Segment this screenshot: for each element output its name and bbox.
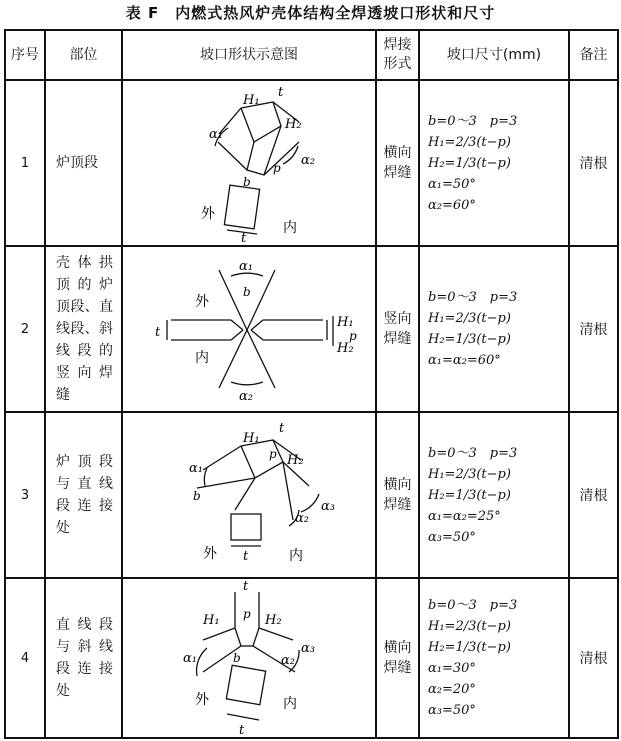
label-outer: 外 — [201, 206, 215, 222]
label-b: b — [243, 175, 251, 189]
header-weld — [376, 30, 419, 80]
table-title: 表 F 内燃式热风炉壳体结构全焊透坡口形状和尺寸 — [125, 4, 496, 22]
groove-table — [4, 29, 619, 739]
dim-line: b=0～3 p=3 — [428, 598, 518, 613]
dim-line: α₃=50° — [428, 529, 476, 545]
weld-line1: 竖向 — [383, 311, 412, 327]
dim-line: α₂=20° — [428, 682, 476, 697]
part-line: 炉顶段 — [56, 155, 98, 171]
groove-diagram-3 — [123, 414, 373, 576]
row-weld-type — [376, 80, 419, 246]
row-dimensions — [419, 578, 569, 738]
part-line: 段连接 — [56, 661, 113, 677]
part-line: 竖向焊 — [56, 365, 113, 381]
part-line: 段连接 — [56, 498, 113, 514]
dim-line: α₁=50° — [428, 176, 476, 192]
row-note: 清根 — [569, 80, 618, 246]
dim-line: b=0～3 p=3 — [428, 113, 518, 129]
label-inner: 内 — [283, 696, 297, 712]
groove-diagram-4 — [123, 580, 373, 736]
label-a2: α₂ — [239, 389, 253, 404]
label-h2: H₂ — [265, 613, 282, 628]
label-p: p — [273, 161, 281, 175]
row-dimensions — [419, 246, 569, 412]
label-a2: α₂ — [281, 653, 295, 668]
dim-line: H₂=1/3(t−p) — [428, 487, 511, 503]
label-p: p — [243, 607, 251, 621]
label-t-bottom: t — [243, 549, 249, 564]
label-t-top: t — [243, 580, 249, 594]
part-line: 与斜线 — [56, 639, 113, 655]
dim-line: H₂=1/3(t−p) — [428, 155, 511, 171]
header-row — [5, 30, 618, 80]
label-h2: H₂ — [285, 117, 302, 132]
label-p: p — [349, 329, 357, 343]
label-a1: α₁ — [209, 127, 223, 142]
dim-line: b=0～3 p=3 — [428, 290, 518, 305]
row-part — [45, 80, 122, 246]
label-t: t — [155, 325, 161, 340]
groove-diagram-2 — [123, 248, 373, 410]
dim-line: H₂=1/3(t−p) — [428, 640, 511, 655]
groove-figure — [122, 578, 376, 738]
header-part: 部位 — [45, 30, 122, 80]
label-outer: 外 — [203, 546, 217, 562]
row-number: 3 — [5, 412, 45, 578]
row-weld-type — [376, 412, 419, 578]
label-h1: H₁ — [243, 431, 260, 446]
header-size: 坡口尺寸(mm) — [419, 30, 569, 80]
part-line: 壳体拱 — [56, 255, 113, 271]
dim-line: α₁=30° — [428, 661, 476, 676]
row-part — [45, 412, 122, 578]
part-line: 直线段 — [56, 617, 113, 633]
label-b: b — [243, 285, 251, 299]
label-inner: 内 — [195, 350, 209, 366]
header-note: 备注 — [569, 30, 618, 80]
weld-line2: 焊缝 — [383, 497, 412, 513]
label-t-bottom: t — [241, 231, 247, 244]
groove-figure — [122, 246, 376, 412]
label-h1: H₁ — [203, 613, 220, 628]
part-line: 处 — [56, 683, 70, 699]
part-line: 缝 — [56, 387, 70, 403]
dim-line: H₁=2/3(t−p) — [428, 134, 511, 150]
weld-line1: 横向 — [383, 477, 412, 493]
label-a1: α₁ — [189, 461, 203, 476]
label-a3: α₃ — [321, 499, 335, 514]
row-number: 1 — [5, 80, 45, 246]
dim-line: H₁=2/3(t−p) — [428, 619, 511, 634]
dim-line: α₂=60° — [428, 197, 476, 213]
label-t-bottom: t — [239, 723, 245, 736]
table-row — [5, 412, 618, 578]
part-line: 炉顶段 — [56, 454, 113, 470]
dim-line: b=0～3 p=3 — [428, 445, 518, 461]
dim-line: α₃=50° — [428, 703, 476, 718]
table-row — [5, 246, 618, 412]
weld-line2: 焊缝 — [383, 660, 412, 676]
table-row — [5, 80, 618, 246]
dim-line: H₂=1/3(t−p) — [428, 332, 511, 347]
dim-line: α₁=α₂=25° — [428, 508, 501, 524]
row-note: 清根 — [569, 578, 618, 738]
row-note: 清根 — [569, 246, 618, 412]
row-dimensions — [419, 412, 569, 578]
groove-figure — [122, 412, 376, 578]
label-b: b — [233, 651, 241, 665]
label-inner: 内 — [283, 220, 297, 236]
row-number: 2 — [5, 246, 45, 412]
label-h1: H₁ — [243, 93, 260, 108]
row-note: 清根 — [569, 412, 618, 578]
part-line: 与直线 — [56, 476, 113, 492]
header-weld-line1: 焊接 — [383, 37, 412, 53]
part-line: 线段、斜 — [56, 321, 113, 337]
part-line: 线段的 — [56, 343, 113, 359]
dim-line: H₁=2/3(t−p) — [428, 311, 511, 326]
label-inner: 内 — [289, 548, 303, 564]
part-line: 处 — [56, 520, 70, 536]
row-dimensions — [419, 80, 569, 246]
groove-figure — [122, 80, 376, 246]
label-h2: H₂ — [287, 453, 304, 468]
row-weld-type — [376, 578, 419, 738]
label-a1: α₁ — [183, 651, 197, 666]
label-p: p — [269, 447, 277, 461]
row-number: 4 — [5, 578, 45, 738]
header-no: 序号 — [5, 30, 45, 80]
part-line: 顶的炉 — [56, 277, 113, 293]
label-a3: α₃ — [301, 641, 315, 656]
row-weld-type — [376, 246, 419, 412]
label-a2: α₂ — [295, 511, 309, 526]
weld-line1: 横向 — [383, 145, 412, 161]
row-part — [45, 246, 122, 412]
part-line: 顶段、直 — [56, 299, 113, 315]
label-outer: 外 — [195, 692, 209, 708]
dim-line: α₁=α₂=60° — [428, 353, 501, 368]
label-t-top: t — [278, 85, 284, 100]
weld-line1: 横向 — [383, 640, 412, 656]
label-h1: H₁ — [337, 315, 354, 330]
label-t-top: t — [279, 421, 285, 436]
weld-line2: 焊缝 — [383, 165, 412, 181]
row-part — [45, 578, 122, 738]
dim-line: H₁=2/3(t−p) — [428, 466, 511, 482]
label-a2: α₂ — [301, 153, 315, 168]
table-row — [5, 578, 618, 738]
groove-diagram-1 — [123, 82, 373, 244]
label-outer: 外 — [195, 294, 209, 310]
header-shape: 坡口形状示意图 — [122, 30, 376, 80]
weld-line2: 焊缝 — [383, 331, 412, 347]
header-weld-line2: 形式 — [383, 56, 412, 72]
label-h2: H₂ — [337, 341, 354, 356]
label-b: b — [193, 489, 201, 503]
label-a1: α₁ — [239, 259, 253, 274]
